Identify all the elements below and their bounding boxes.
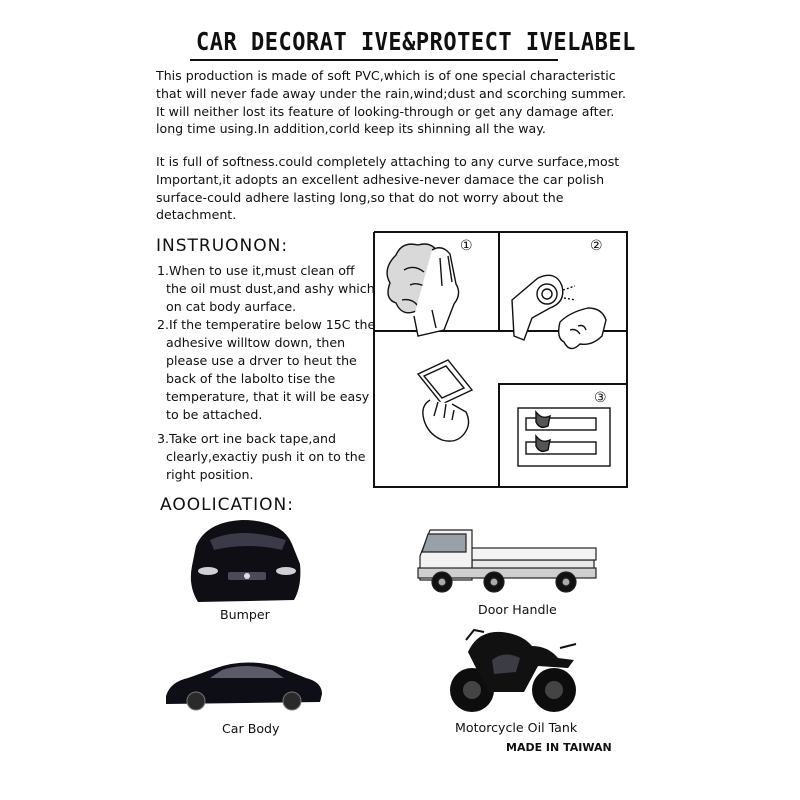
step-line: 1.When to use it,must clean off	[157, 263, 355, 278]
panel-1-number: ①	[460, 238, 473, 254]
step-line: 2.If the temperatire below 15C the	[157, 317, 376, 332]
application-heading: AOOLICATION:	[160, 495, 294, 515]
step-line: please use a drver to heut the	[166, 353, 357, 368]
intro-line: This production is made of soft PVC,which is of one special characteristic	[156, 68, 616, 83]
document-title: CAR DECORAT IVE&PROTECT IVELABEL	[196, 28, 636, 57]
panel-3-number: ③	[594, 390, 607, 406]
motorcycle-icon	[450, 630, 576, 712]
panel-2-number: ②	[590, 238, 603, 254]
step-line: temperature, that it will be easy	[166, 389, 370, 404]
intro-line: detachment.	[156, 207, 237, 223]
pickup-truck-icon	[418, 530, 596, 592]
intro-line: that will never fade away under the rain,wind;dust and scorching summer.	[156, 85, 627, 101]
step-line: the oil must dust,and ashy which	[166, 281, 375, 296]
intro-line: Important,it adopts an excellent adhesive-never damace the car polish	[156, 171, 605, 187]
intro-line: long time using.In addition,corld keep its shinning all the way.	[156, 121, 546, 137]
application-label-bumper: Bumper	[220, 607, 270, 622]
step-line: to be attached.	[166, 407, 263, 422]
application-label-motorcycle-oil-tank: Motorcycle Oil Tank	[455, 720, 578, 735]
application-label-car-body: Car Body	[222, 721, 280, 736]
step-line: 3.Take ort ine back tape,and	[157, 431, 337, 446]
step-line: adhesive willtow down, then	[166, 335, 346, 350]
step-line: back of the labolto tise the	[166, 371, 336, 386]
application-label-door-handle: Door Handle	[478, 602, 557, 617]
sports-car-side-icon	[166, 662, 322, 710]
step-line: right position.	[166, 467, 254, 482]
sedan-front-icon	[191, 520, 301, 602]
step-line: clearly,exactiy push it on to the	[166, 449, 366, 464]
intro-line: It will neither lost its feature of looking-through or get any damage after.	[156, 103, 615, 119]
step-line: on cat body aurface.	[166, 299, 297, 314]
intro-line: surface-could adhere lasting long,so that do not worry about the	[156, 189, 564, 205]
intro-line: It is full of softness.could completely attaching to any curve surface,most	[156, 154, 620, 169]
instructions-heading: INSTRUONON:	[156, 236, 289, 256]
made-in-label: MADE IN TAIWAN	[506, 741, 612, 754]
